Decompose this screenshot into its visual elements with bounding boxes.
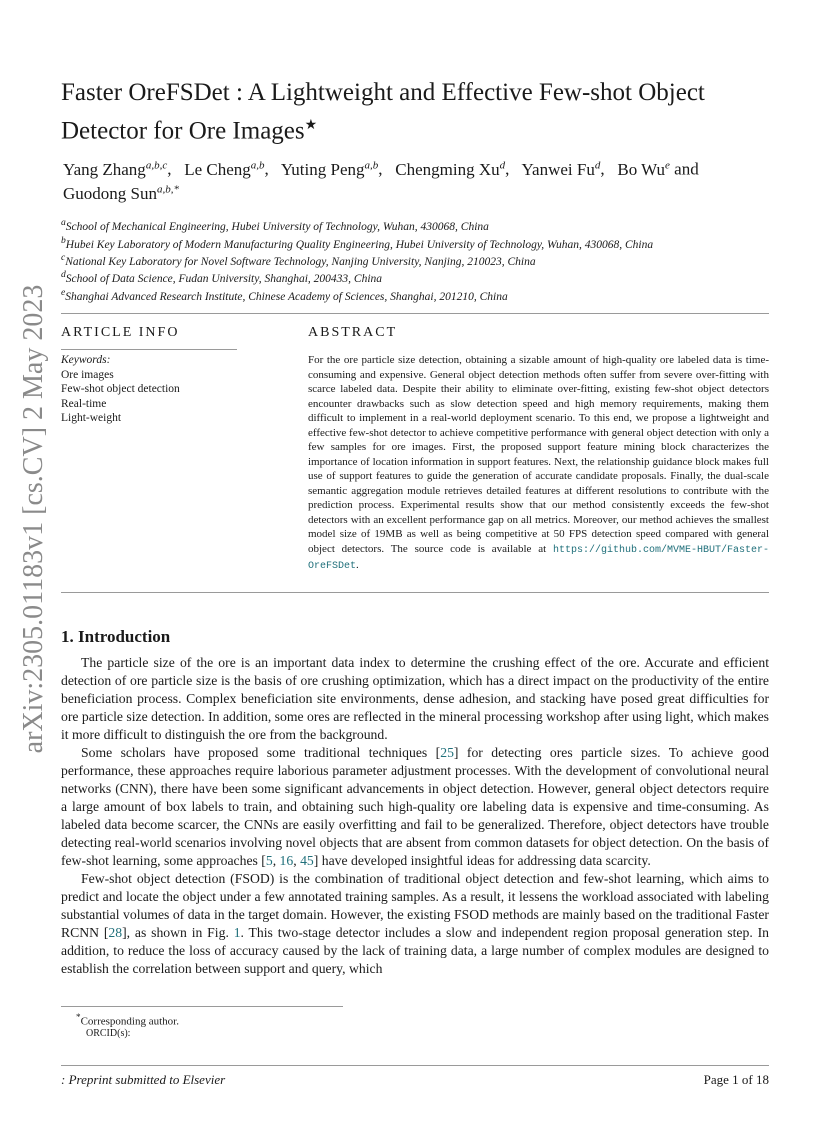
keyword: Light-weight bbox=[61, 412, 122, 424]
author: Le Cheng$^{a,b}$ bbox=[184, 159, 265, 179]
affiliation: $^d$School of Data Science, Fudan University, Shanghai, 200433, China bbox=[61, 269, 383, 285]
abstract-divider bbox=[61, 592, 769, 593]
footer-left: : Preprint submitted to Elsevier bbox=[61, 1072, 226, 1087]
page-number: Page 1 of 18 bbox=[703, 1072, 769, 1087]
affiliation: $^e$Shanghai Advanced Research Institute, Chinese Academy of Sciences, Shanghai, 201210, China bbox=[61, 287, 508, 303]
author: Chengming Xu$^d$ bbox=[395, 159, 506, 179]
paper-title bbox=[61, 76, 761, 147]
affiliation: $^b$Hubei Key Laboratory of Modern Manufacturing Quality Engineering, Hubei University of Technology, Wuhan, 430068, China bbox=[61, 235, 654, 251]
abstract-heading: ABSTRACT bbox=[308, 325, 398, 340]
introduction-body bbox=[61, 654, 769, 978]
authors-and: and bbox=[674, 159, 699, 179]
citation-link[interactable]: 28 bbox=[108, 925, 123, 940]
author: Guodong Sun$^{a,b,*}$ bbox=[63, 183, 179, 204]
keyword: Real-time bbox=[61, 397, 107, 410]
abstract-text: For the ore particle size detection, obtaining a sizable amount of high-quality ore labeled data is time-consuming and expensive. General object detection methods often suffer from severe over-fitting with scarce labeled data. Despite their ability to eliminate over-fitting, existing few-shot object detectors encounter drawbacks such as slow detection speed and high memory requirements, making them difficult to implement in a real-world deployment scenario. To this end, we propose a lightweight and effective few-shot detector to achieve competitive performance with general object detection with only a few samples for ore images. First, the proposed support feature mining block characterizes the importance of location information in support features. Next, the relationship guidance block makes full use of support features to guide the generation of accurate candidate proposals. Finally, the dual-scale semantic aggregation module retrieves detailed features at different resolutions to contribute with the prediction process. Experimental results show that our method consistently exceeds the few-shot detectors with an excellent performance gap on all metrics. Moreover, our method achieves the smallest model size of 19MB as well as being competitive at 50 FPS detection speed compared with general object detectors. The source code is available at bbox=[308, 354, 769, 555]
footnote-divider bbox=[61, 1006, 343, 1007]
source-code-link[interactable]: https://github.com/MVME-HBUT/Faster-OreFSDet bbox=[308, 544, 770, 572]
affiliation: $^a$School of Mechanical Engineering, Hubei University of Technology, Wuhan, 430068, China bbox=[61, 217, 489, 233]
figure-link[interactable]: 1 bbox=[233, 925, 241, 940]
footnote: *Corresponding author. bbox=[76, 1012, 179, 1028]
author: Yanwei Fu$^d$ bbox=[521, 159, 601, 179]
citation-link[interactable]: 25 bbox=[440, 745, 454, 760]
author: Bo Wu$^e$ bbox=[617, 159, 670, 179]
citation-link[interactable]: 16 bbox=[279, 853, 294, 868]
page-footer bbox=[61, 1072, 769, 1088]
citation-link[interactable]: 5 bbox=[265, 853, 273, 868]
affiliation: $^c$National Key Laboratory for Novel Software Technology, Nanjing University, Nanjing, 210023, China bbox=[61, 252, 536, 268]
author: Yang Zhang$^{a,b,c}$ bbox=[63, 159, 168, 179]
keywords-block bbox=[61, 353, 241, 426]
title-text: Faster OreFSDet : A Lightweight and Effective Few-shot Object Detector for Ore Images bbox=[61, 79, 705, 145]
author-list: Yang Zhang$^{a,b,c}$, Le Cheng$^{a,b}$, Yuting Peng$^{a,b}$, Chengming Xu$^d$, Yanwei Fu$^d$, Bo Wu$^e$ and Guodong Sun$^{a,b,*}$ bbox=[63, 159, 699, 204]
keyword: Few-shot object detection bbox=[61, 383, 180, 395]
paragraph: The particle size of the ore is an important data index to determine the crushing effect of the ore. Accurate and efficient detection of ore particle size is the basis of ore crushing optimization, which has a direct impact on the productivity of the entire beneficiation process. Complex beneficiation site environments, dense adhesion, and stacking have posed great difficulties for ore particle size detection. In addition, some ores are reflected in the mineral processing workshop after using light, which makes it more difficult to distinguish the ore from the background. bbox=[61, 655, 769, 742]
paragraph: Few-shot object detection (FSOD) is the combination of traditional object detection and few-shot learning, which aims to predict and locate the object under a few annotated training samples. As a result, it lessens the workload associated with labeling substantial volumes of data in the target domain. However, the existing FSOD methods are mainly based on the traditional Faster RCNN [28], as shown in Fig. 1. This two-stage detector includes a slow and independent region proposal generation step. In addition, to reduce the loss of accuracy caused by the lack of training data, a large number of complex modules are designed to establish the correlation between support and query, which bbox=[61, 871, 769, 976]
article-info-divider bbox=[61, 349, 237, 350]
keywords-label: Keywords: bbox=[61, 354, 111, 366]
abstract-body: For the ore particle size detection, obtaining a sizable amount of high-quality ore labeled data is time-consuming and expensive. General object detection methods often suffer from severe over-fitting with scarce labeled data. Despite their ability to eliminate over-fitting, existing few-shot object detectors encounter drawbacks such as slow detection speed and high memory requirements, making them difficult to implement in a real-world deployment scenario. To this end, we propose a lightweight and effective few-shot detector to achieve competitive performance with general object detection with only a few samples for ore images. First, the proposed support feature mining block characterizes the importance of location information in support features. Next, the relationship guidance block makes full use of support features to guide the generation of accurate candidate proposals. Finally, the dual-scale semantic aggregation module retrieves detailed features at different resolutions to contribute with the prediction process. Experimental results show that our method consistently exceeds the few-shot detectors with an excellent performance gap on all metrics. Moreover, our method achieves the smallest model size of 19MB as well as being competitive at 50 FPS detection speed compared with general object detectors. The source code is available at https://github.com/MVME-HBUT/Faster-OreFSDet. bbox=[308, 354, 770, 572]
article-info-heading: ARTICLE INFO bbox=[61, 325, 180, 340]
keyword: Ore images bbox=[61, 368, 114, 381]
footer-divider bbox=[61, 1065, 769, 1066]
header-divider bbox=[61, 313, 769, 314]
title-star-mark: ★ bbox=[304, 118, 318, 133]
citation-link[interactable]: 45 bbox=[300, 853, 314, 868]
arxiv-sidebar-stamp: arXiv:2305.01183v1 [cs.CV] 2 May 2023 bbox=[18, 284, 49, 754]
author: Yuting Peng$^{a,b}$ bbox=[280, 159, 379, 179]
section-heading: 1. Introduction bbox=[61, 627, 171, 646]
orcid-line: ORCID(s): bbox=[86, 1028, 131, 1039]
paragraph: Some scholars have proposed some traditional techniques [25] for detecting ores particle sizes. To achieve good performance, these approaches require laborious parameter adjustment processes. With the development of convolutional neural networks (CNN), there have been some significant advancements in object detection. However, general object detectors require a large amount of box labels to train, and obtaining such high-quality ore labeling data is expensive and time-consuming. As labeled data become scarcer, the CNNs are easily overfitting and fail to be generalized. Therefore, object detectors have trouble detecting real-world scenarios involving novel objects that are absent from common datasets for object detection. On the basis of few-shot learning, some approaches [5, 16, 45] have developed insightful ideas for addressing data scarcity. bbox=[61, 745, 769, 868]
